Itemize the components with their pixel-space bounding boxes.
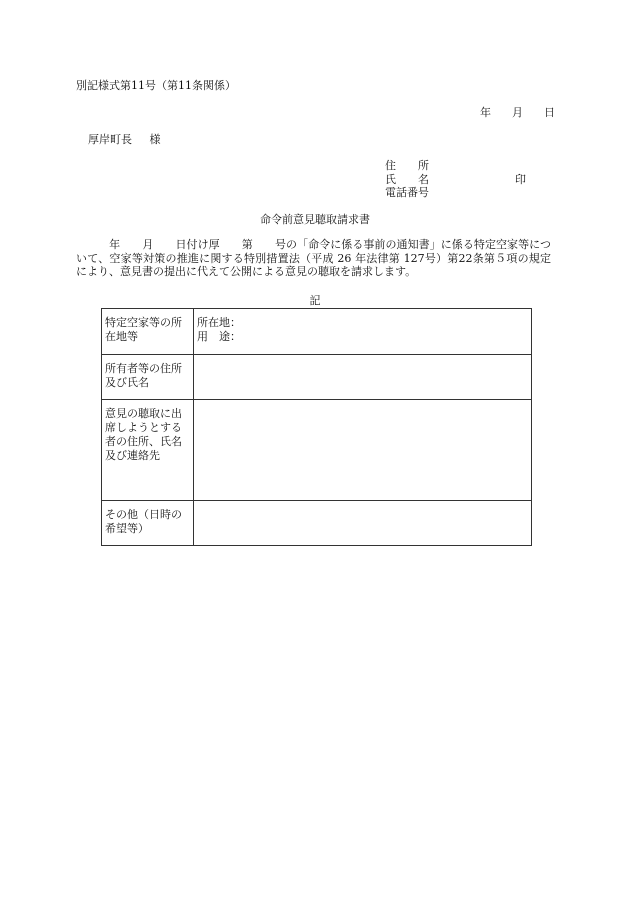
table-row xyxy=(102,400,532,501)
date-day-label: 日 xyxy=(544,106,555,119)
detail-table xyxy=(101,308,532,546)
row-label-attendee: 意見の聴取に出席しようとする者の住所、氏名及び連絡先 xyxy=(102,400,194,501)
row-label-location: 特定空家等の所在地等 xyxy=(102,309,194,355)
applicant-block xyxy=(385,159,545,200)
row-value-owner xyxy=(194,355,532,400)
applicant-name-row xyxy=(385,173,545,187)
row-label-owner: 所有者等の住所及び氏名 xyxy=(102,355,194,400)
date-year-label: 年 xyxy=(480,106,491,119)
row-value-other xyxy=(194,501,532,546)
applicant-address-label: 住 所 xyxy=(385,159,429,172)
applicant-name-label: 氏 名 xyxy=(385,172,429,186)
addressee-honorific: 様 xyxy=(149,133,161,146)
table-row xyxy=(102,501,532,546)
usage-field-label: 用 途： xyxy=(197,330,241,343)
table-row xyxy=(102,309,532,355)
addressee xyxy=(88,133,161,147)
addressee-name: 厚岸町長 xyxy=(88,133,132,146)
date-line xyxy=(480,106,555,120)
location-field-label: 所在地： xyxy=(197,316,241,329)
row-value-attendee xyxy=(194,400,532,501)
request-body-text xyxy=(76,238,551,279)
date-month-label: 月 xyxy=(512,106,523,119)
request-body-paragraph: 年 月 日付け厚 第 号の「命令に係る事前の通知書」に係る特定空家等について、空家等対策の推進に関する特別措置法（平成 26 年法律第 127号）第22条第５項の規定により、意見書の提出に代えて公開による意見の聴取を請求します。 xyxy=(76,238,551,278)
document-title: 命令前意見聴取請求書 xyxy=(260,213,370,226)
form-number-label: 別記様式第11号（第11条関係） xyxy=(76,79,236,92)
row-value-location xyxy=(194,309,532,355)
ki-heading: 記 xyxy=(309,294,321,307)
seal-mark: 印 xyxy=(515,172,526,186)
applicant-phone-label: 電話番号 xyxy=(385,186,429,199)
row-label-other: その他（日時の希望等） xyxy=(102,501,194,546)
table-row xyxy=(102,355,532,400)
